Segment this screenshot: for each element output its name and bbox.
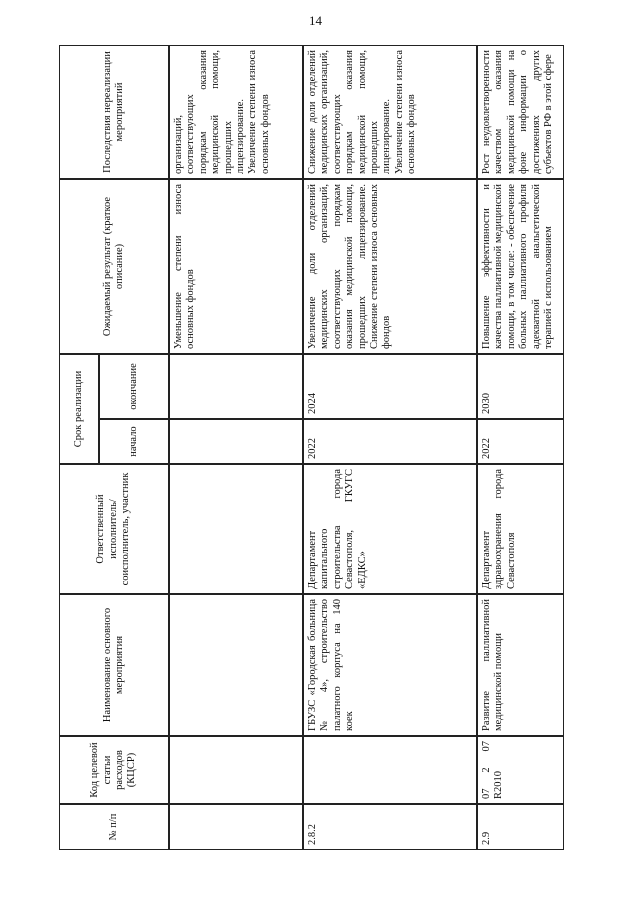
table-row-0-responsible	[169, 464, 303, 594]
header-num: № п/п	[59, 804, 169, 850]
table-row-1-start: 2022	[303, 419, 477, 464]
table-row-2-result: Повышение эффективности и качества паллиативной медицинской помощи, в том числе: - обеспечение больных паллиативного профиля адекватной анальгетической терапией с использованием	[477, 179, 564, 354]
header-name: Наименование основного мероприятия	[59, 594, 169, 736]
table-row-1-responsible: Департамент капитального строительства города Севастополя, ГКУГС «ЕДКС»	[303, 464, 477, 594]
table-row-0-end	[169, 354, 303, 419]
header-responsible: Ответственный исполнитель/соисполнитель, участник	[59, 464, 169, 594]
table-row-1-name: ГБУЗС «Городская больница № 4», строительство палатного корпуса на 140 коек	[303, 594, 477, 736]
activities-table	[59, 45, 564, 850]
table-row-1-end: 2024	[303, 354, 477, 419]
header-term-end: окончание	[99, 354, 169, 419]
table-row-2-end: 2030	[477, 354, 564, 419]
table-row-2-start: 2022	[477, 419, 564, 464]
table-row-0-result: Уменьшение степени износа основных фондов	[169, 179, 303, 354]
table-row-2-name: Развитие паллиативной медицинской помощи	[477, 594, 564, 736]
table-row-1-consequences: Снижение доли отделений медицинских организаций, соответствующих порядкам оказания медицинской помощи, прошедших лицензирование. Увеличение степени износа основных фондов	[303, 45, 477, 179]
table-row-0-code	[169, 736, 303, 804]
header-consequences: Последствия нереализации мероприятий	[59, 45, 169, 179]
header-code: Код целевой статьи расходов (КЦСР)	[59, 736, 169, 804]
table-row-2-num: 2.9	[477, 804, 564, 850]
table-row-1-result: Увеличение доли отделений медицинских организаций, соответствующих порядкам оказания медицинской помощи, прошедших лицензирование. Снижение степени износа основных фондов	[303, 179, 477, 354]
table-row-1-num: 2.8.2	[303, 804, 477, 850]
table-row-2-responsible: Департамент здравоохранения города Севастополя	[477, 464, 564, 594]
table-row-0-num	[169, 804, 303, 850]
table-row-2-consequences: Рост неудовлетворенности качеством оказания медицинской помощи на фоне информации о достижениях других субъектов РФ в этой сфере	[477, 45, 564, 179]
header-term-start: начало	[99, 419, 169, 464]
header-term: Срок реализации	[59, 354, 99, 464]
table-row-0-name	[169, 594, 303, 736]
header-result: Ожидаемый результат (краткое описание)	[59, 179, 169, 354]
page-number: 14	[309, 13, 322, 28]
table-row-1-code	[303, 736, 477, 804]
table-row-0-consequences: организаций, соответствующих порядкам оказания медицинской помощи, прошедших лицензирование. Увеличение степени износа основных фондов	[169, 45, 303, 179]
table-row-2-code: 07 2 07 R2010	[477, 736, 564, 804]
table-row-0-start	[169, 419, 303, 464]
